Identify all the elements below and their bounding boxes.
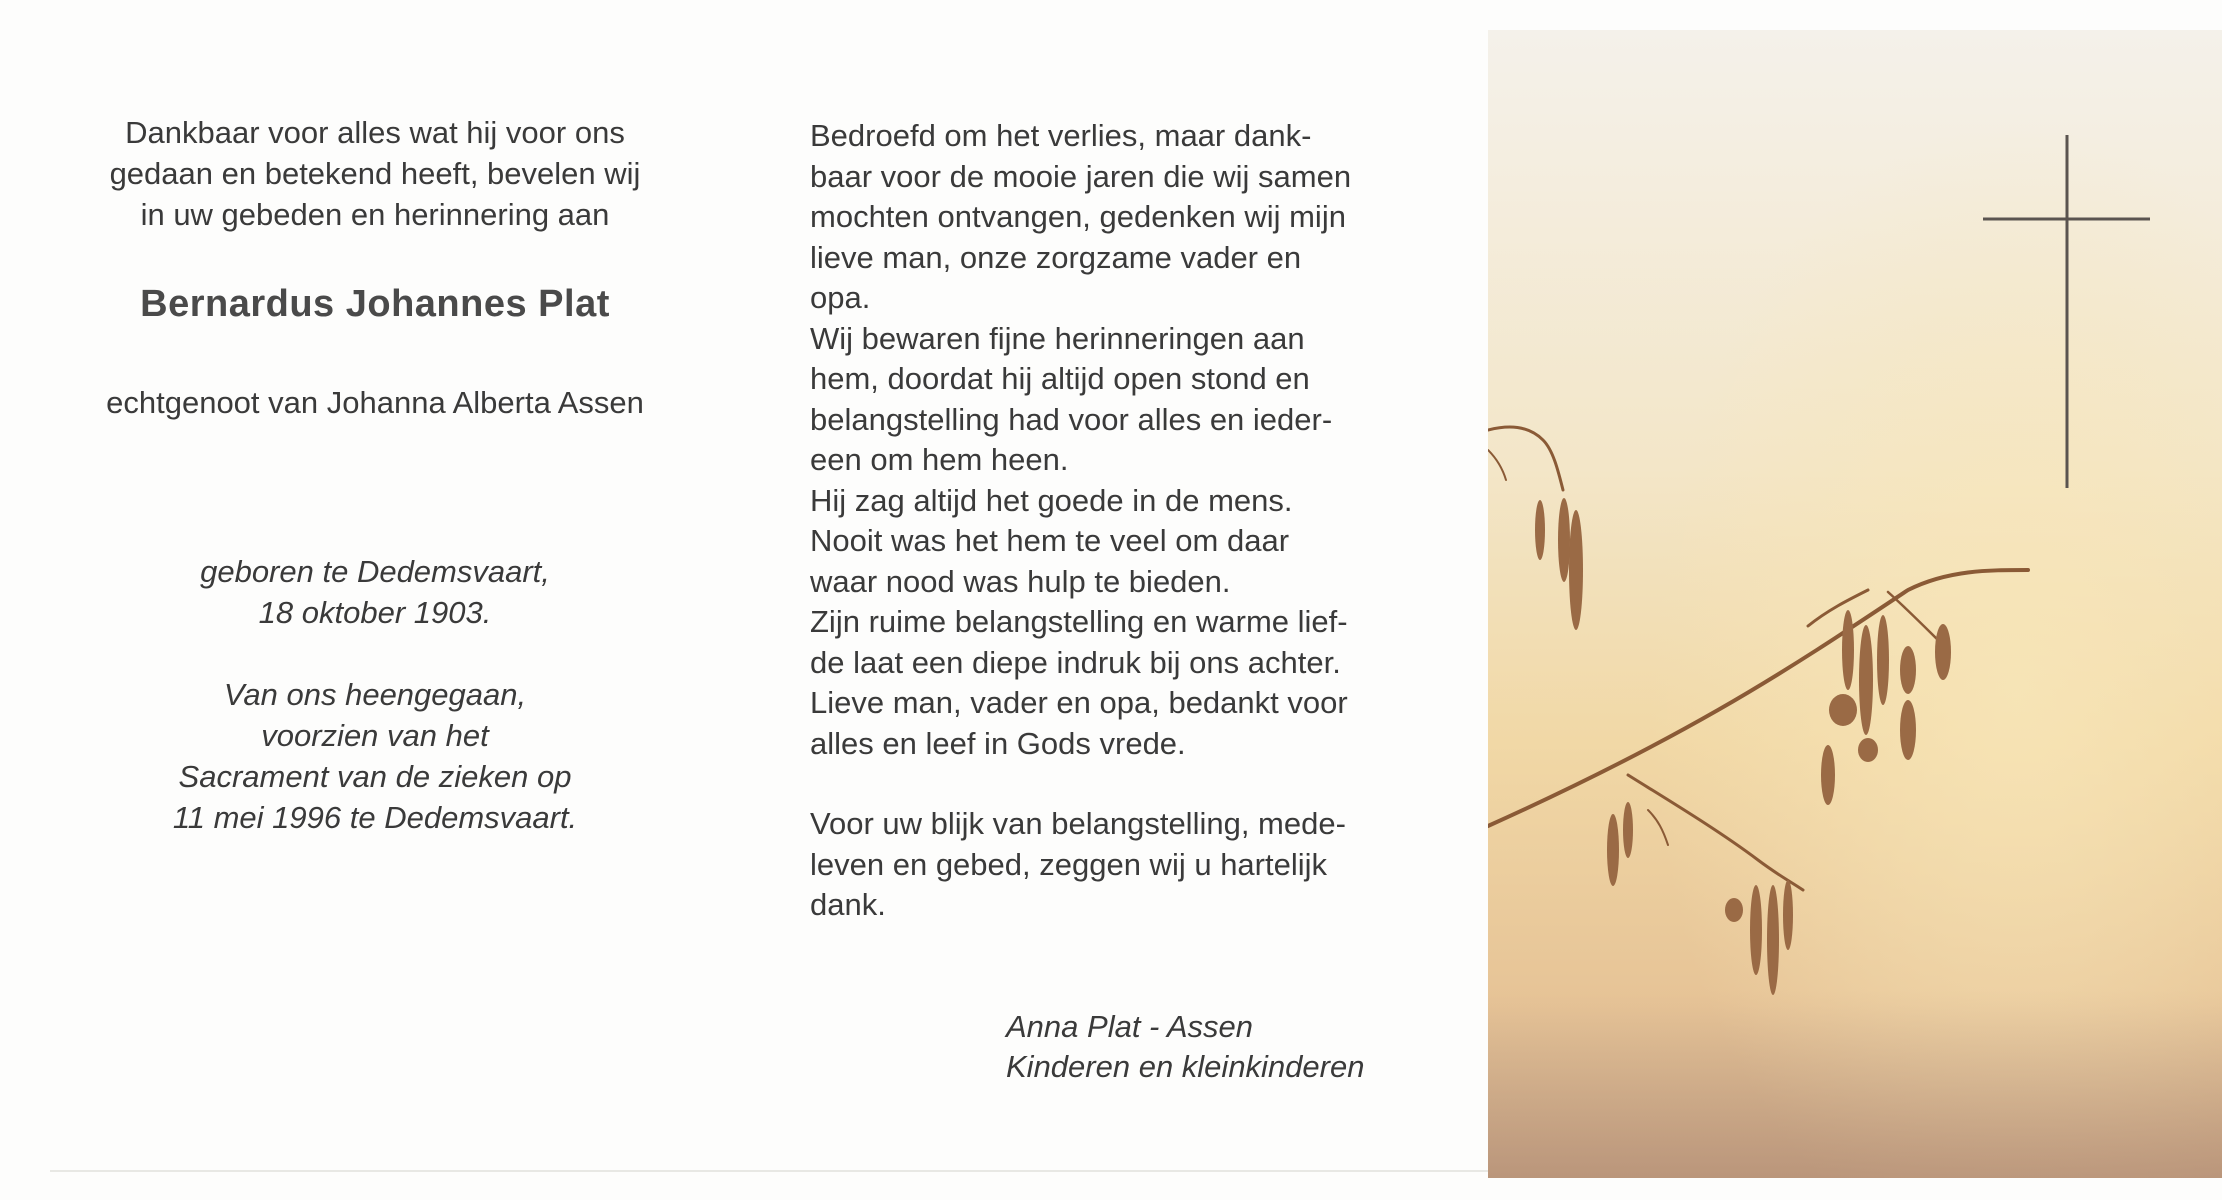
- sunset-photo: [1488, 30, 2222, 1178]
- memorial-line: Hij zag altijd het goede in de mens.: [810, 482, 1293, 518]
- intro-line: gedaan en betekend heeft, bevelen wij: [109, 156, 641, 191]
- birth-info: [40, 551, 710, 633]
- memorial-line: Zijn ruime belangstelling en warme lief-: [810, 604, 1348, 639]
- thanks-line: leven en gebed, zeggen wij u hartelijk: [810, 846, 1328, 882]
- memorial-line: Nooit was het hem te veel om daar: [810, 523, 1290, 558]
- memorial-line: lieve man, onze zorgzame vader en: [810, 239, 1302, 275]
- memorial-line: opa.: [810, 280, 871, 315]
- paragraph-gap: [810, 764, 1430, 804]
- signature-line: Kinderen en kleinkinderen: [1006, 1049, 1365, 1084]
- deceased-name: Bernardus Johannes Plat: [140, 283, 610, 325]
- left-column: [40, 112, 710, 838]
- death-info: [40, 674, 710, 838]
- thanks-line: dank.: [810, 887, 886, 922]
- memorial-line: alles en leef in Gods vrede.: [810, 725, 1186, 761]
- thanks-line: Voor uw blijk van belangstelling, mede-: [810, 806, 1346, 841]
- memorial-line: Wij bewaren fijne herinneringen aan: [810, 320, 1305, 356]
- signature: [1006, 1007, 1364, 1087]
- signature-line: Anna Plat - Assen: [1006, 1009, 1253, 1044]
- spouse-line: echtgenoot van Johanna Alberta Assen: [106, 385, 644, 420]
- death-line: Van ons heengegaan,: [223, 677, 527, 712]
- memorial-line: een om hem heen.: [810, 442, 1069, 477]
- intro-line: in uw gebeden en herinnering aan: [140, 197, 610, 232]
- memorial-line: mochten ontvangen, gedenken wij mijn: [810, 199, 1346, 234]
- memorial-line: hem, doordat hij altijd open stond en: [810, 361, 1310, 396]
- birth-line: geboren te Dedemsvaart,: [200, 554, 550, 589]
- birth-line: 18 oktober 1903.: [258, 595, 492, 630]
- death-line: voorzien van het: [261, 718, 489, 753]
- memorial-line: belangstelling had voor alles en ieder-: [810, 401, 1333, 437]
- memorial-line: waar nood was hulp te bieden.: [810, 563, 1231, 599]
- memorial-line: Lieve man, vader en opa, bedankt voor: [810, 685, 1348, 720]
- memorial-line: de laat een diepe indruk bij ons achter.: [810, 644, 1341, 680]
- intro-text: [40, 112, 710, 235]
- memorial-line: Bedroefd om het verlies, maar dank-: [810, 118, 1312, 153]
- intro-line: Dankbaar voor alles wat hij voor ons: [125, 115, 625, 150]
- death-line: Sacrament van de zieken op: [178, 759, 572, 794]
- memorial-text: [810, 116, 1430, 926]
- memorial-line: baar voor de mooie jaren die wij samen: [810, 158, 1352, 194]
- death-line: 11 mei 1996 te Dedemsvaart.: [172, 800, 578, 835]
- photo-canvas: [1488, 30, 2222, 1178]
